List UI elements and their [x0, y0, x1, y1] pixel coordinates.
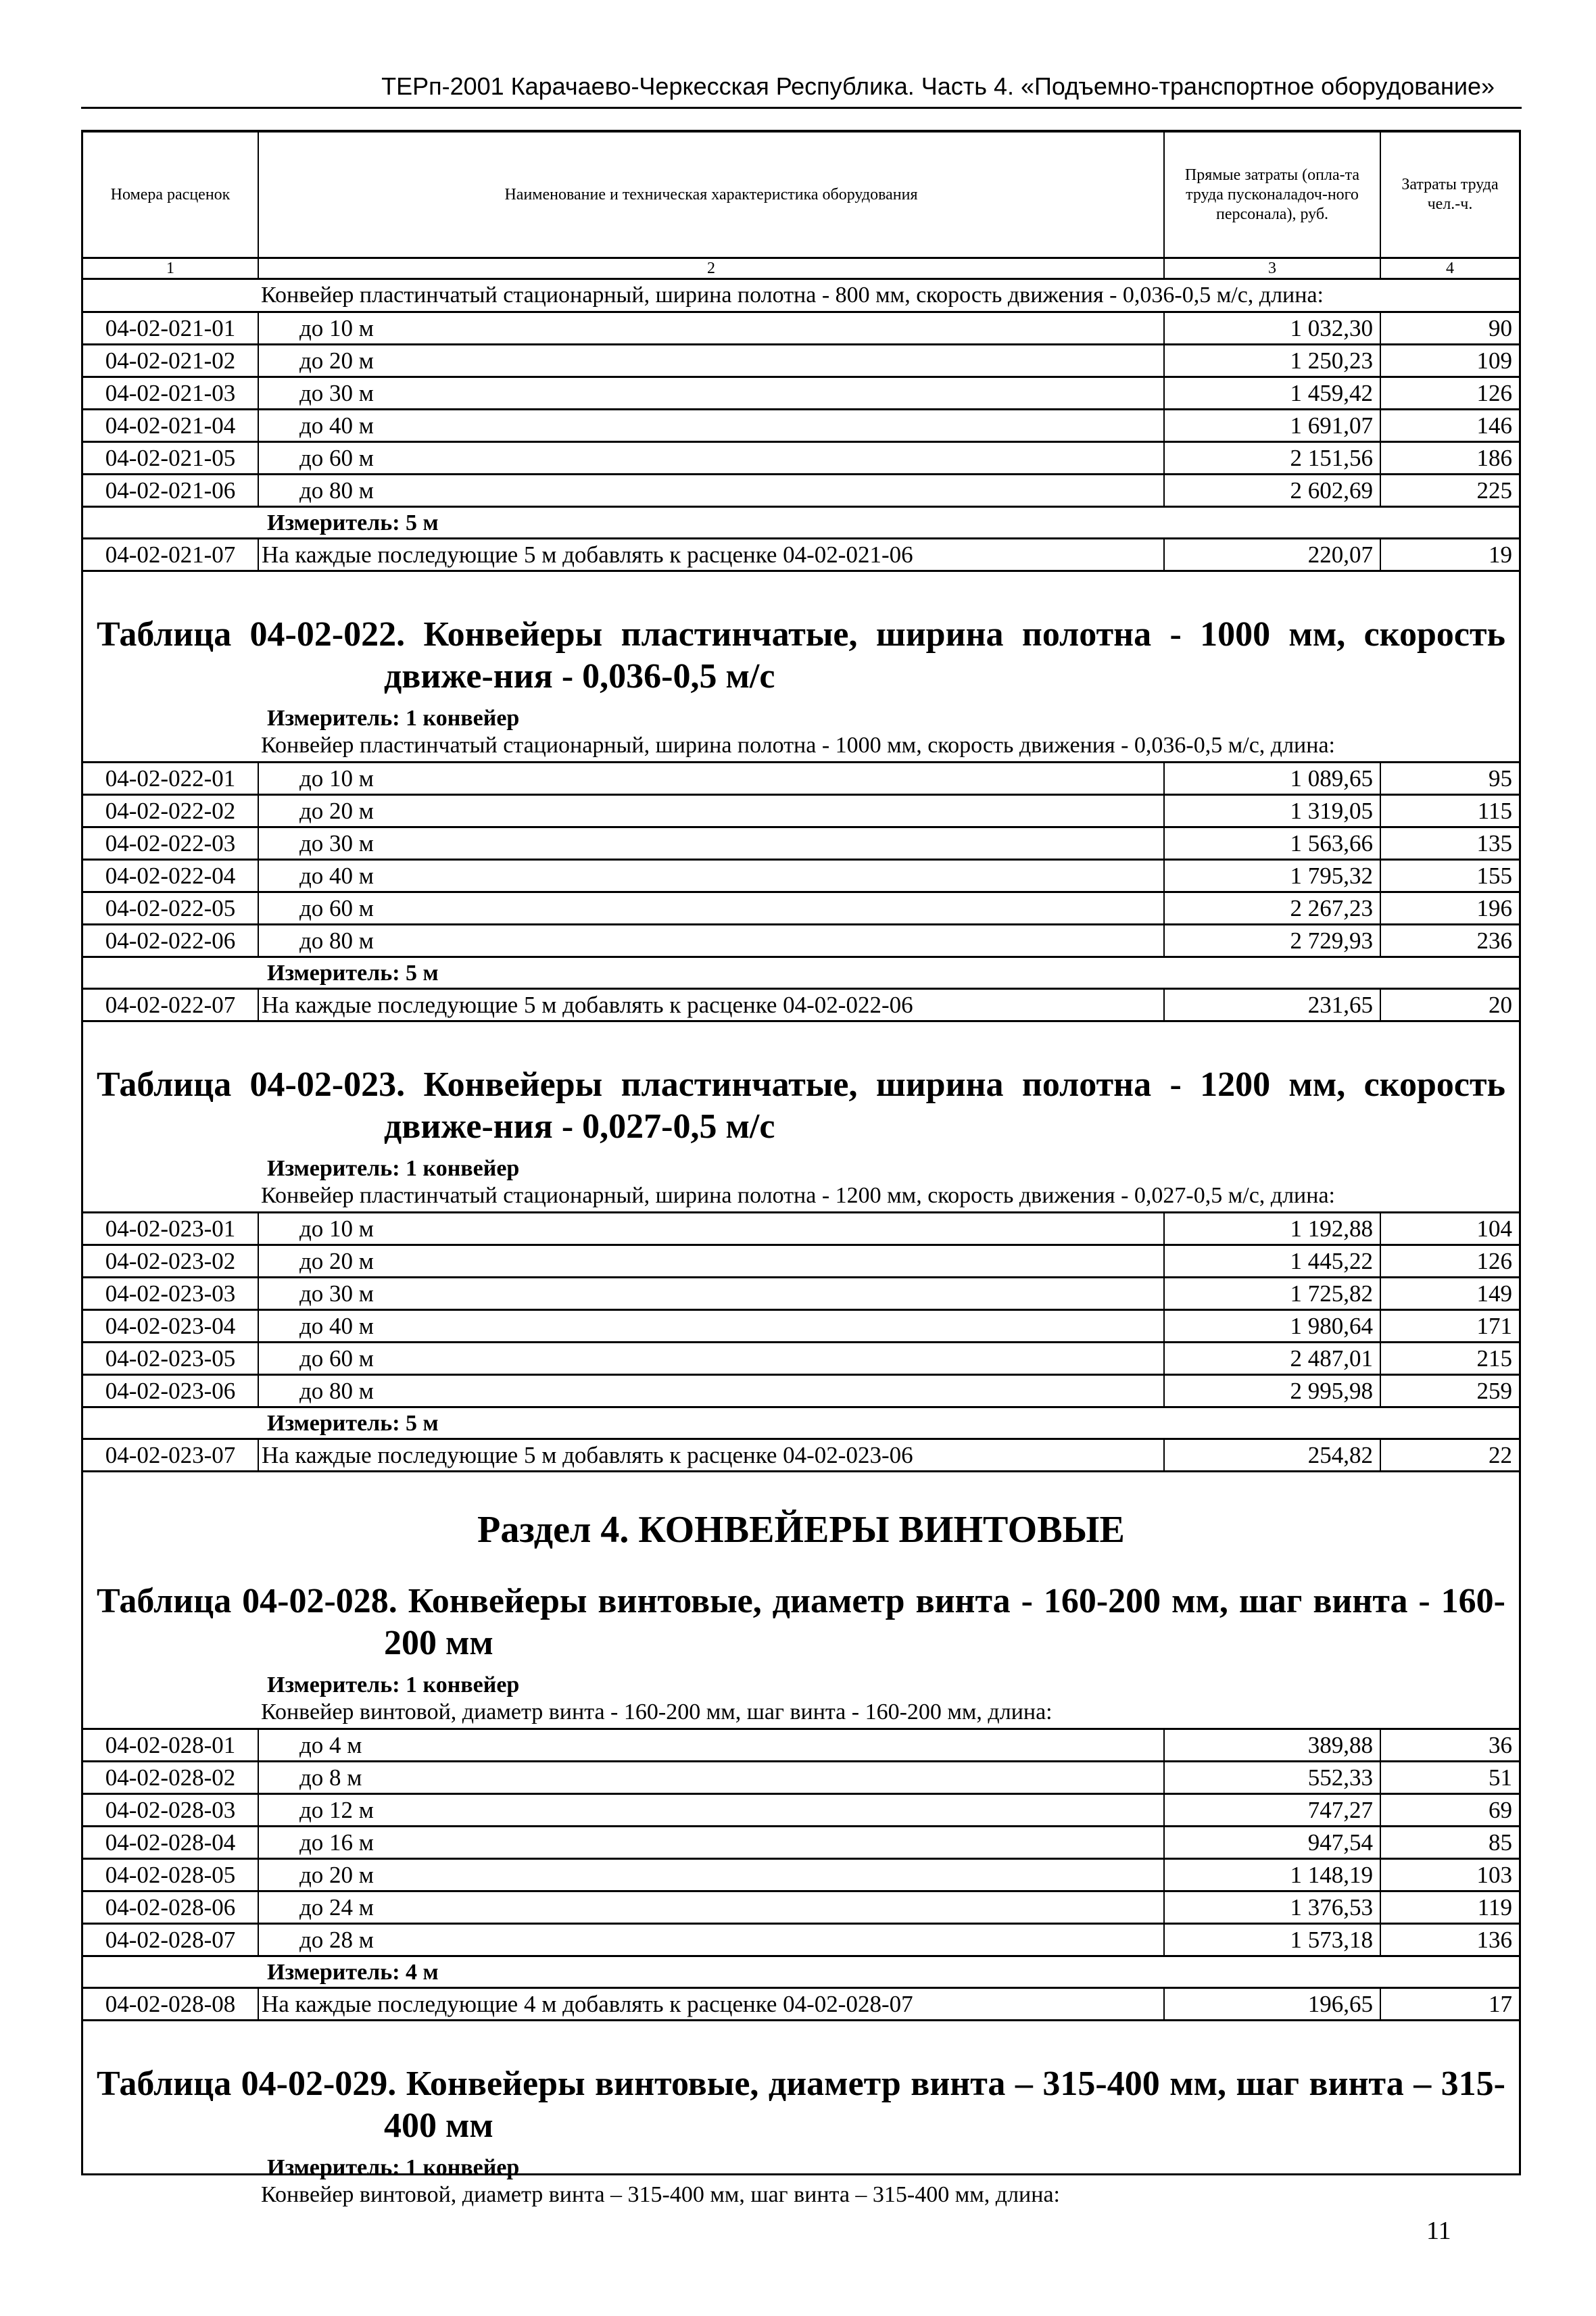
labor-hours: 236 — [1476, 927, 1512, 954]
group-description: Конвейер винтовой, диаметр винта – 315-400 мм, шаг винта – 315-400 мм, длина: — [261, 2182, 1060, 2207]
item-name: до 28 м — [259, 1925, 1165, 1955]
rate-code: 04-02-022-07 — [83, 990, 259, 1020]
rate-code: 04-02-021-07 — [83, 539, 259, 570]
rate-code: 04-02-023-06 — [83, 1376, 259, 1406]
labor-hours: 171 — [1476, 1313, 1512, 1339]
item-name: до 60 м — [259, 1343, 1165, 1374]
direct-cost: 2 729,93 — [1165, 925, 1381, 956]
rate-code: 04-02-028-08 — [83, 1989, 259, 2019]
rate-code: 04-02-023-01 — [83, 1213, 259, 1244]
direct-cost: 220,07 — [1165, 539, 1381, 570]
labor-hours: 95 — [1489, 765, 1512, 792]
rate-code: 04-02-022-04 — [83, 861, 259, 891]
rate-code: 04-02-028-05 — [83, 1860, 259, 1890]
column-number: 3 — [1165, 259, 1381, 278]
direct-cost: 389,88 — [1165, 1730, 1381, 1760]
labor-hours: 36 — [1489, 1732, 1512, 1758]
item-name: до 16 м — [259, 1827, 1165, 1858]
table-row — [83, 1925, 1519, 1957]
labor-hours: 20 — [1489, 992, 1512, 1018]
rate-code: 04-02-028-06 — [83, 1892, 259, 1923]
measure-label: Измеритель: 1 конвейер — [267, 2155, 520, 2180]
table-title: Таблица 04-02-029. Конвейеры винтовые, диаметр винта – 315-400 мм, шаг винта – 315-400 мм — [97, 2065, 1505, 2145]
item-name: На каждые последующие 4 м добавлять к расценке 04-02-028-07 — [259, 1989, 1165, 2019]
labor-hours: 109 — [1476, 347, 1512, 374]
table-row — [83, 1311, 1519, 1343]
column-numbers-row — [83, 259, 1519, 280]
item-name: до 30 м — [259, 828, 1165, 859]
table-row — [83, 475, 1519, 508]
direct-cost: 254,82 — [1165, 1440, 1381, 1470]
labor-hours: 196 — [1476, 895, 1512, 921]
item-name: На каждые последующие 5 м добавлять к расценке 04-02-023-06 — [259, 1440, 1165, 1470]
rate-code: 04-02-021-03 — [83, 378, 259, 408]
measure-label: Измеритель: 1 конвейер — [267, 1156, 520, 1181]
rate-code: 04-02-022-05 — [83, 893, 259, 923]
direct-cost: 1 563,66 — [1165, 828, 1381, 859]
direct-cost: 2 487,01 — [1165, 1343, 1381, 1374]
item-name: На каждые последующие 5 м добавлять к расценке 04-02-022-06 — [259, 990, 1165, 1020]
table-header — [83, 132, 1519, 259]
direct-cost: 1 725,82 — [1165, 1278, 1381, 1309]
item-name: до 4 м — [259, 1730, 1165, 1760]
rate-code: 04-02-023-04 — [83, 1311, 259, 1341]
item-name: до 20 м — [259, 345, 1165, 376]
table-row — [83, 1278, 1519, 1311]
item-name: до 40 м — [259, 861, 1165, 891]
labor-hours: 259 — [1476, 1378, 1512, 1404]
rate-code: 04-02-021-06 — [83, 475, 259, 506]
table-row — [83, 763, 1519, 796]
add-rate-row — [83, 1989, 1519, 2021]
table-blocks — [83, 280, 1519, 2211]
group-description: Конвейер винтовой, диаметр винта - 160-200 мм, шаг винта - 160-200 мм, длина: — [83, 1697, 1519, 1730]
labor-hours: 104 — [1476, 1215, 1512, 1242]
direct-cost: 231,65 — [1165, 990, 1381, 1020]
item-name: до 80 м — [259, 475, 1165, 506]
table-row — [83, 410, 1519, 443]
labor-hours: 136 — [1476, 1927, 1512, 1953]
labor-hours: 115 — [1477, 798, 1512, 824]
rate-code: 04-02-022-06 — [83, 925, 259, 956]
labor-hours: 186 — [1476, 445, 1512, 471]
table-row — [83, 1795, 1519, 1827]
item-name: до 10 м — [259, 1213, 1165, 1244]
column-header-direct-cost: Прямые затраты (опла-та труда пусконаладоч-ного персонала), руб. — [1165, 132, 1381, 257]
item-name: до 60 м — [259, 443, 1165, 473]
rate-code: 04-02-021-02 — [83, 345, 259, 376]
add-measure-label: Измеритель: 5 м — [83, 1408, 1519, 1440]
column-header-labor: Затраты труда чел.-ч. — [1401, 176, 1499, 213]
table-row — [83, 443, 1519, 475]
direct-cost: 947,54 — [1165, 1827, 1381, 1858]
group-description: Конвейер пластинчатый стационарный, ширина полотна - 1200 мм, скорость движения - 0,027-0,5 м/с, длина: — [83, 1180, 1519, 1213]
direct-cost: 2 602,69 — [1165, 475, 1381, 506]
running-header: ТЕРп-2001 Карачаево-Черкесская Республика. Часть 4. «Подъемно-транспортное оборудование» — [81, 68, 1522, 109]
rate-code: 04-02-028-07 — [83, 1925, 259, 1955]
direct-cost: 1 148,19 — [1165, 1860, 1381, 1890]
labor-hours: 19 — [1489, 541, 1512, 568]
add-rate-row — [83, 1440, 1519, 1472]
rate-code: 04-02-023-05 — [83, 1343, 259, 1374]
item-name: до 20 м — [259, 796, 1165, 826]
section-title: Раздел 4. КОНВЕЙЕРЫ ВИНТОВЫЕ — [477, 1509, 1125, 1551]
table-row — [83, 1827, 1519, 1860]
direct-cost: 2 995,98 — [1165, 1376, 1381, 1406]
direct-cost: 2 267,23 — [1165, 893, 1381, 923]
item-name: до 80 м — [259, 1376, 1165, 1406]
table-row — [83, 861, 1519, 893]
table-title: Таблица 04-02-028. Конвейеры винтовые, диаметр винта - 160-200 мм, шаг винта - 160-200 мм — [97, 1582, 1505, 1662]
page-number: 11 — [1426, 2217, 1451, 2245]
direct-cost: 1 459,42 — [1165, 378, 1381, 408]
table-row — [83, 1376, 1519, 1408]
item-name: до 40 м — [259, 1311, 1165, 1341]
item-name: до 8 м — [259, 1762, 1165, 1793]
add-rate-row — [83, 539, 1519, 572]
labor-hours: 85 — [1489, 1829, 1512, 1856]
table-title: Таблица 04-02-022. Конвейеры пластинчатые, ширина полотна - 1000 мм, скорость движе-ния - 0,036-0,5 м/с — [97, 615, 1505, 696]
table-row — [83, 796, 1519, 828]
table-row — [83, 1343, 1519, 1376]
rates-table — [81, 130, 1521, 2207]
direct-cost: 552,33 — [1165, 1762, 1381, 1793]
table-row — [83, 925, 1519, 958]
direct-cost: 1 192,88 — [1165, 1213, 1381, 1244]
labor-hours: 69 — [1489, 1797, 1512, 1823]
direct-cost: 1 089,65 — [1165, 763, 1381, 794]
table-row — [83, 1892, 1519, 1925]
item-name: до 30 м — [259, 1278, 1165, 1309]
rate-code: 04-02-021-04 — [83, 410, 259, 441]
measure-label: Измеритель: 1 конвейер — [267, 1672, 520, 1697]
labor-hours: 17 — [1489, 1991, 1512, 2017]
column-number: 4 — [1446, 260, 1454, 277]
rate-code: 04-02-023-02 — [83, 1246, 259, 1276]
direct-cost: 1 319,05 — [1165, 796, 1381, 826]
rate-code: 04-02-028-01 — [83, 1730, 259, 1760]
labor-hours: 225 — [1476, 477, 1512, 504]
table-row — [83, 1860, 1519, 1892]
group-description: Конвейер пластинчатый стационарный, ширина полотна - 1000 мм, скорость движения - 0,036-0,5 м/с, длина: — [83, 730, 1519, 763]
item-name: до 40 м — [259, 410, 1165, 441]
direct-cost: 1 980,64 — [1165, 1311, 1381, 1341]
measure-label: Измеритель: 1 конвейер — [267, 706, 520, 731]
labor-hours: 126 — [1476, 1248, 1512, 1274]
labor-hours: 22 — [1489, 1442, 1512, 1468]
item-name: до 10 м — [259, 313, 1165, 343]
labor-hours: 146 — [1476, 412, 1512, 439]
group-description: Конвейер пластинчатый стационарный, ширина полотна - 800 мм, скорость движения - 0,036-0,5 м/с, длина: — [83, 280, 1519, 313]
rate-code: 04-02-022-01 — [83, 763, 259, 794]
add-measure-label: Измеритель: 5 м — [83, 958, 1519, 990]
table-row — [83, 1246, 1519, 1278]
table-row — [83, 313, 1519, 345]
direct-cost: 1 573,18 — [1165, 1925, 1381, 1955]
direct-cost: 1 445,22 — [1165, 1246, 1381, 1276]
column-number: 1 — [83, 259, 259, 278]
rate-code: 04-02-028-04 — [83, 1827, 259, 1858]
item-name: На каждые последующие 5 м добавлять к расценке 04-02-021-06 — [259, 539, 1165, 570]
item-name: до 12 м — [259, 1795, 1165, 1825]
direct-cost: 1 691,07 — [1165, 410, 1381, 441]
table-row — [83, 1762, 1519, 1795]
labor-hours: 126 — [1476, 380, 1512, 406]
labor-hours: 90 — [1489, 315, 1512, 341]
direct-cost: 196,65 — [1165, 1989, 1381, 2019]
rate-code: 04-02-023-03 — [83, 1278, 259, 1309]
column-header-code: Номера расценок — [83, 132, 259, 257]
direct-cost: 747,27 — [1165, 1795, 1381, 1825]
rate-code: 04-02-022-03 — [83, 828, 259, 859]
labor-hours: 215 — [1476, 1345, 1512, 1372]
table-row — [83, 345, 1519, 378]
labor-hours: 135 — [1476, 830, 1512, 857]
rate-code: 04-02-021-05 — [83, 443, 259, 473]
add-measure-label: Измеритель: 4 м — [83, 1957, 1519, 1989]
labor-hours: 119 — [1477, 1894, 1512, 1921]
column-header-name: Наименование и техническая характеристика оборудования — [259, 132, 1165, 257]
item-name: до 24 м — [259, 1892, 1165, 1923]
table-row — [83, 378, 1519, 410]
table-row — [83, 893, 1519, 925]
table-title: Таблица 04-02-023. Конвейеры пластинчатые, ширина полотна - 1200 мм, скорость движе-ния - 0,027-0,5 м/с — [97, 1065, 1505, 1146]
direct-cost: 2 151,56 — [1165, 443, 1381, 473]
table-row — [83, 1730, 1519, 1762]
direct-cost: 1 250,23 — [1165, 345, 1381, 376]
labor-hours: 149 — [1476, 1280, 1512, 1307]
rate-code: 04-02-028-02 — [83, 1762, 259, 1793]
rate-code: 04-02-021-01 — [83, 313, 259, 343]
rate-code: 04-02-022-02 — [83, 796, 259, 826]
item-name: до 80 м — [259, 925, 1165, 956]
direct-cost: 1 795,32 — [1165, 861, 1381, 891]
rate-code: 04-02-028-03 — [83, 1795, 259, 1825]
rate-code: 04-02-023-07 — [83, 1440, 259, 1470]
direct-cost: 1 032,30 — [1165, 313, 1381, 343]
item-name: до 10 м — [259, 763, 1165, 794]
table-row — [83, 1213, 1519, 1246]
item-name: до 20 м — [259, 1860, 1165, 1890]
item-name: до 20 м — [259, 1246, 1165, 1276]
direct-cost: 1 376,53 — [1165, 1892, 1381, 1923]
column-number: 2 — [259, 259, 1165, 278]
item-name: до 60 м — [259, 893, 1165, 923]
table-row — [83, 828, 1519, 861]
item-name: до 30 м — [259, 378, 1165, 408]
labor-hours: 103 — [1476, 1862, 1512, 1888]
add-rate-row — [83, 990, 1519, 1022]
labor-hours: 51 — [1489, 1764, 1512, 1791]
add-measure-label: Измеритель: 5 м — [83, 508, 1519, 539]
labor-hours: 155 — [1476, 863, 1512, 889]
